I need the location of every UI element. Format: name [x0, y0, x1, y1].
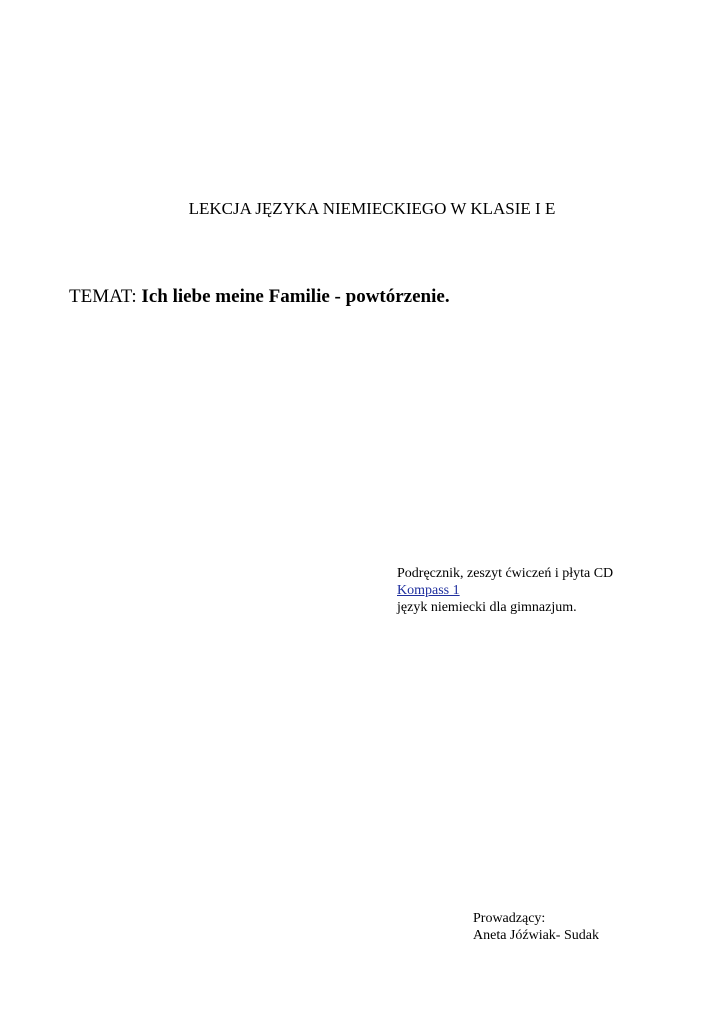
topic-line [69, 285, 450, 309]
teacher-label: Prowadzący: [473, 911, 546, 926]
kompass-link[interactable]: Kompass 1 [397, 583, 460, 598]
materials-description: Podręcznik, zeszyt ćwiczeń i płyta CD [397, 566, 614, 581]
topic-text: Ich liebe meine Familie - powtórzenie. [141, 286, 450, 307]
materials-block [397, 565, 613, 616]
materials-subtitle: język niemiecki dla gimnazjum. [397, 600, 577, 615]
teacher-name: Aneta Jóźwiak- Sudak [473, 928, 599, 943]
teacher-block [473, 910, 599, 944]
topic-label: TEMAT: [69, 286, 142, 307]
lesson-title: LEKCJA JĘZYKA NIEMIECKIEGO W KLASIE I E [188, 199, 556, 218]
